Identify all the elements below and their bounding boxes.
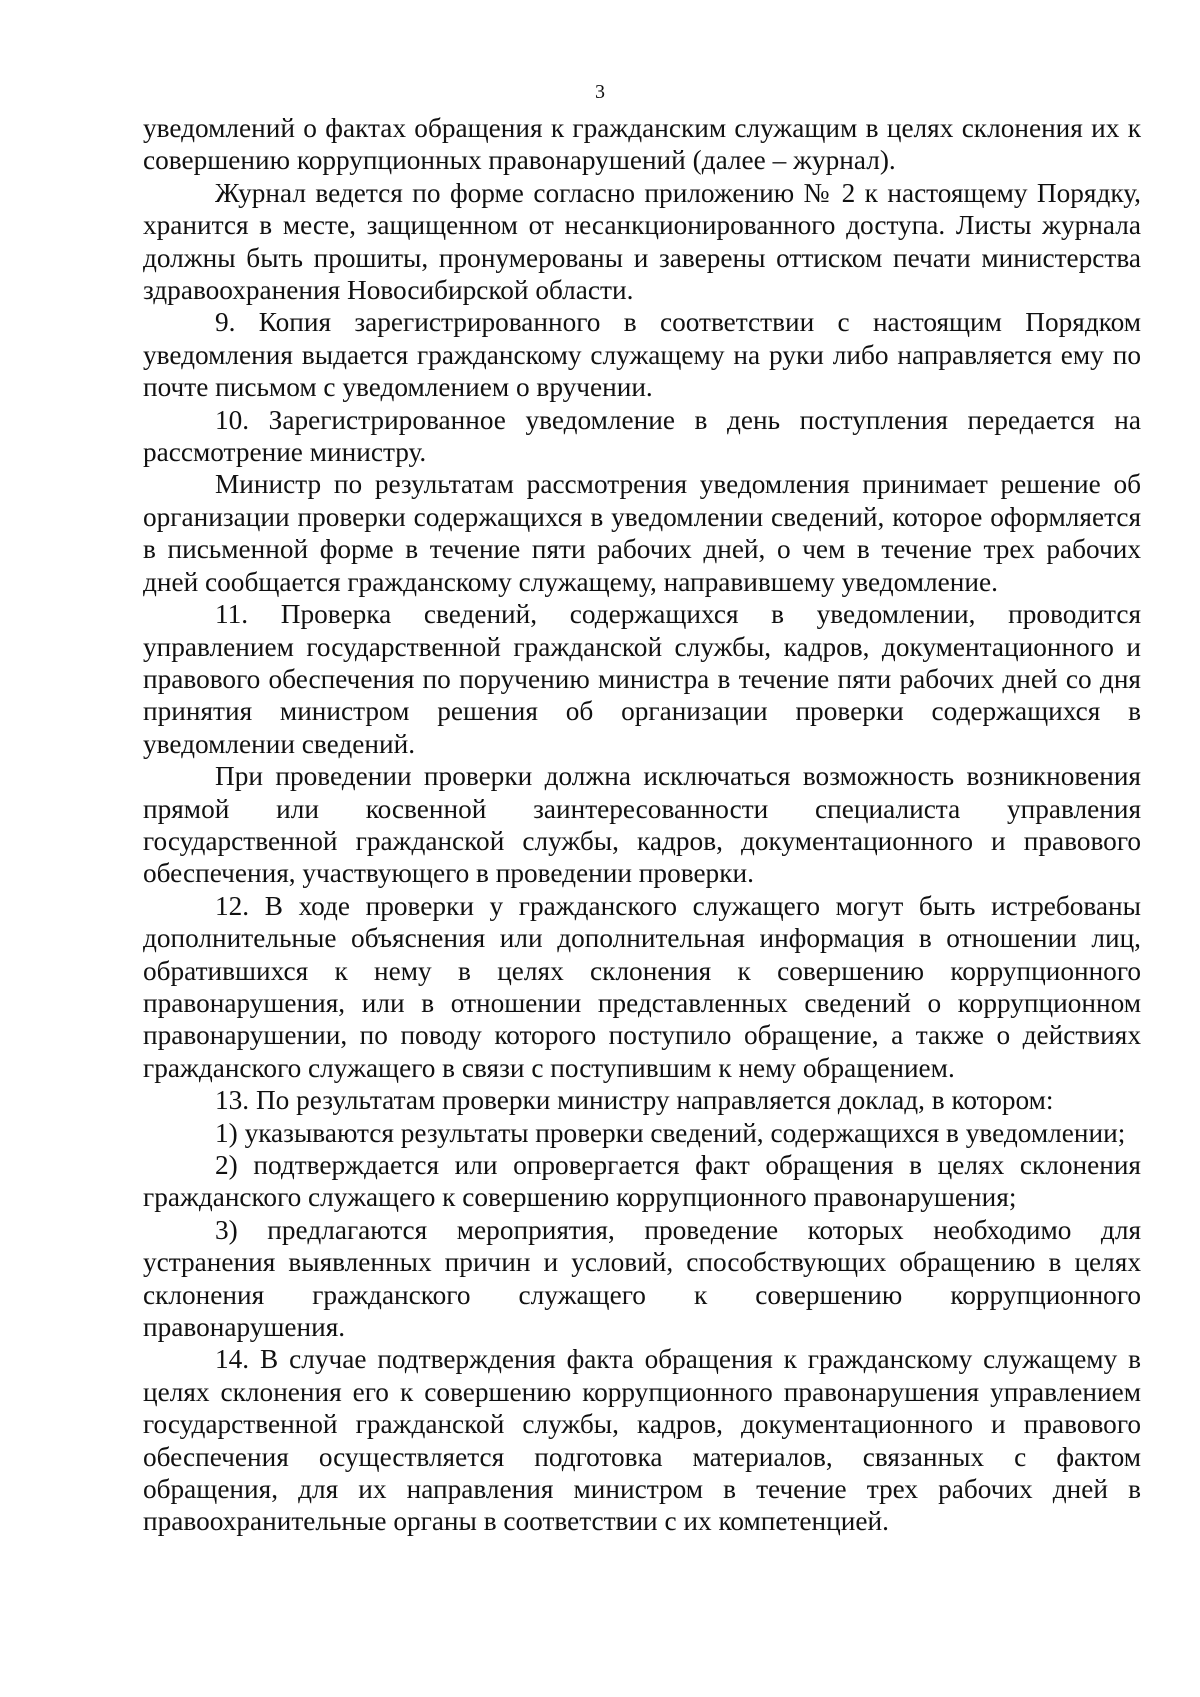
paragraph-item-11: 11. Проверка сведений, содержащихся в уведомлении, проводится управлением государственной гражданской службы, кадров, документационного и правового обеспечения по поручению министра в течение пяти рабочих дней со дня принятия министром решения об организации проверки содержащихся в уведомлении сведений.	[143, 599, 1141, 759]
document-body	[143, 112, 1141, 1538]
paragraph-item-10: 10. Зарегистрированное уведомление в день поступления передается на рассмотрение министру.	[143, 404, 1141, 468]
paragraph-item-13-2: 2) подтверждается или опровергается факт обращения в целях склонения гражданского служащего к совершению коррупционного правонарушения;	[143, 1150, 1141, 1213]
paragraph-item-13: 13. По результатам проверки министру направляется доклад, в котором:	[215, 1085, 1054, 1116]
paragraph-item-13-1: 1) указываются результаты проверки сведений, содержащихся в уведомлении;	[215, 1117, 1126, 1148]
paragraph-item-14: 14. В случае подтверждения факта обращения к гражданскому служащему в целях склонения его к совершению коррупционного правонарушения управлением государственной гражданской службы, кадров, документационного и правового обеспечения осуществляется подготовка материалов, связанных с фактом обращения, для их направления министром в течение трех рабочих дней в правоохранительные органы в соответствии с их компетенцией.	[143, 1344, 1141, 1537]
paragraph-item-9: 9. Копия зарегистрированного в соответствии с настоящим Порядком уведомления выдается гражданскому служащему на руки либо направляется ему по почте письмом с уведомлением о вручении.	[143, 307, 1141, 403]
paragraph-journal-form: Журнал ведется по форме согласно приложению № 2 к настоящему Порядку, хранится в месте, защищенном от несанкционированного доступа. Листы журнала должны быть прошиты, пронумерованы и заверены оттиском печати министерства здравоохранения Новосибирской области.	[143, 177, 1141, 306]
paragraph-journal-continuation: уведомлений о фактах обращения к гражданским служащим в целях склонения их к совершению коррупционных правонарушений (далее – журнал).	[143, 113, 1141, 176]
paragraph-item-12: 12. В ходе проверки у гражданского служащего могут быть истребованы дополнительные объяснения или дополнительная информация в отношении лиц, обратившихся к нему в целях склонения к совершению коррупционного правонарушения, или в отношении представленных сведений о коррупционном правонарушении, по поводу которого поступило обращение, а также о действиях гражданского служащего в связи с поступившим к нему обращением.	[143, 890, 1141, 1083]
paragraph-minister-decision: Министр по результатам рассмотрения уведомления принимает решение об организации проверки содержащихся в уведомлении сведений, которое оформляется в письменной форме в течение пяти рабочих дней, о чем в течение трех рабочих дней сообщается гражданскому служащему, направившему уведомление.	[143, 469, 1141, 597]
page-number: 3	[595, 81, 605, 103]
paragraph-conflict-of-interest: При проведении проверки должна исключаться возможность возникновения прямой или косвенной заинтересованности специалиста управления государственной гражданской службы, кадров, документационного и правового обеспечения, участвующего в проведении проверки.	[143, 761, 1141, 889]
paragraph-item-13-3: 3) предлагаются мероприятия, проведение которых необходимо для устранения выявленных причин и условий, способствующих обращению в целях склонения гражданского служащего к совершению коррупционного правонарушения.	[143, 1214, 1141, 1343]
